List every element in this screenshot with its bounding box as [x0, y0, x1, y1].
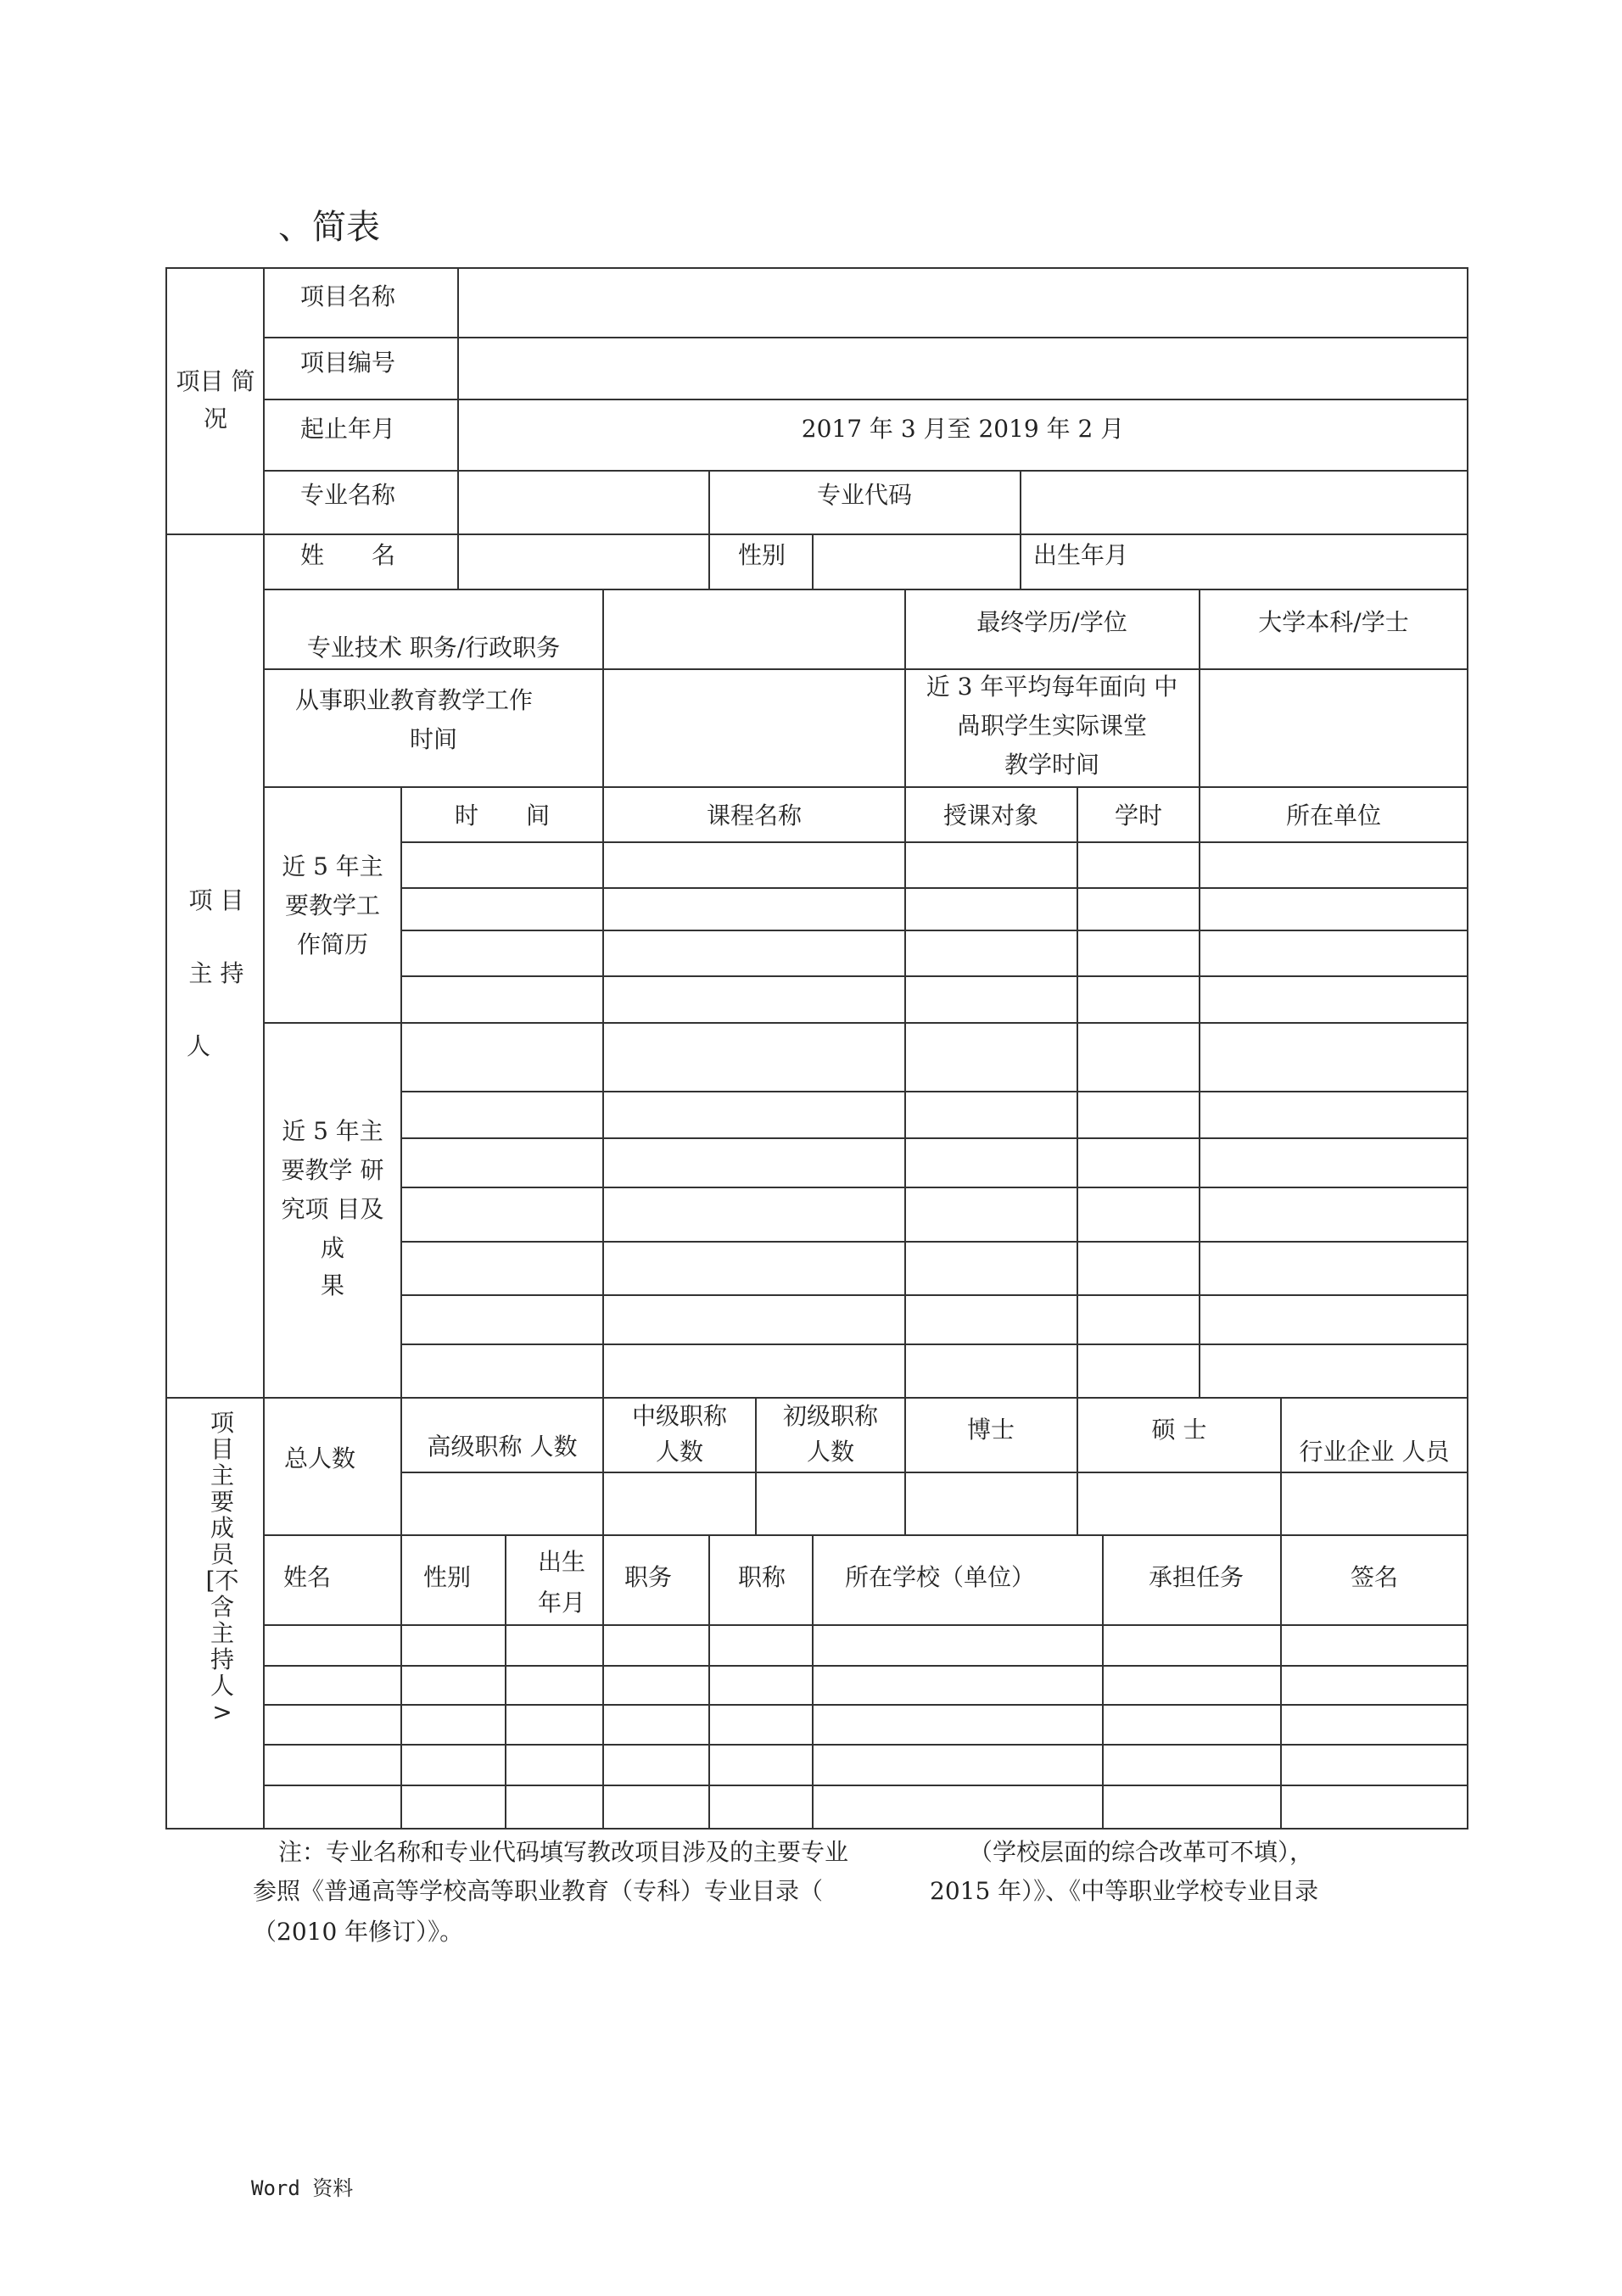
history-header-audience: 授课对象 [942, 802, 1039, 830]
member-header-birth-line2: 年月 [537, 1589, 586, 1617]
note-line2-a: 参照《普通高等学校高等职业教育（专科）专业目录（ [253, 1877, 824, 1905]
note-line2-b: 2015 年）》、《中等职业学校专业目录 [930, 1877, 1319, 1905]
title-label: 专业技术 职务/行政职务 [306, 634, 561, 662]
member-header-task: 承担任务 [1148, 1563, 1244, 1591]
gender-label: 性别 [737, 541, 786, 569]
member-header-title: 职称 [737, 1563, 786, 1591]
research-label-line3: 究项 目及 [281, 1195, 384, 1223]
member-header-birth-line1: 出生 [537, 1548, 586, 1576]
history-header-hours: 学时 [1114, 802, 1163, 830]
total-members-label: 总人数 [283, 1444, 356, 1472]
member-header-school: 所在学校（单位） [844, 1563, 1036, 1591]
degree-value: 大学本科/学士 [1258, 608, 1409, 636]
host-label-part3: 人 [186, 1032, 211, 1060]
research-label-line2: 要教学 研 [281, 1156, 384, 1184]
page-footer: Word 资料 [251, 2176, 354, 2200]
industry-label: 行业企业 人员 [1299, 1438, 1450, 1466]
project-number-label: 项目编号 [300, 349, 396, 377]
history-header-time: 时 间 [454, 802, 551, 830]
mid-title-label-line1: 中级职称 [631, 1402, 728, 1430]
host-label-part2: 主 持 [188, 959, 244, 987]
research-label-line4: 成 [320, 1234, 345, 1262]
teaching-time-label-line2: 咼职学生实际课堂 [956, 712, 1148, 740]
period-label: 起止年月 [300, 415, 396, 443]
work-time-label-line1: 从事职业教育教学工作 [294, 686, 534, 714]
member-header-name: 姓名 [282, 1563, 332, 1591]
birth-label: 出生年月 [1032, 541, 1129, 569]
host-label-part1: 项 目 [188, 886, 244, 914]
history-label-line1: 近 5 年主 [282, 852, 383, 880]
project-name-label: 项目名称 [300, 282, 396, 310]
senior-title-label: 高级职称 人数 [427, 1433, 578, 1461]
member-header-position: 职务 [624, 1563, 673, 1591]
history-header-unit: 所在单位 [1285, 802, 1382, 830]
teaching-time-label-line3: 教学时间 [1004, 751, 1100, 779]
junior-title-label-line2: 人数 [806, 1438, 855, 1466]
degree-label: 最终学历/学位 [976, 608, 1127, 636]
history-header-course: 课程名称 [706, 802, 803, 830]
note-line1-a: 注：专业名称和专业代码填写教改项目涉及的主要专业 [278, 1838, 849, 1866]
phd-label: 博士 [966, 1416, 1015, 1444]
member-header-gender: 性别 [422, 1563, 472, 1591]
major-code-label: 专业代码 [816, 481, 913, 509]
note-line3: （2010 年修订）》。 [253, 1918, 464, 1946]
research-label-line5: 果 [320, 1271, 345, 1299]
teaching-time-label-line1: 近 3 年平均每年面向 中 [926, 673, 1178, 701]
note-line1-b: （学校层面的综合改革可不填）， [969, 1838, 1314, 1866]
history-label-line2: 要教学工 [284, 891, 381, 919]
members-section-label: 项目主要成员[不含主持人> [205, 1409, 239, 1726]
work-time-label-line2: 时间 [409, 725, 458, 753]
research-label-line1: 近 5 年主 [282, 1117, 383, 1145]
page-heading: 、简表 [278, 208, 380, 247]
master-label: 硕 士 [1151, 1416, 1207, 1444]
member-header-signature: 签名 [1350, 1563, 1399, 1591]
major-name-label: 专业名称 [300, 481, 396, 509]
mid-title-label-line2: 人数 [655, 1438, 704, 1466]
name-label: 姓 名 [300, 541, 396, 569]
junior-title-label-line1: 初级职称 [782, 1402, 879, 1430]
history-label-line3: 作简历 [296, 930, 369, 958]
section-label-project-overview: 项目 简况 [176, 367, 255, 433]
period-value: 2017 年 3 月至 2019 年 2 月 [801, 415, 1125, 443]
